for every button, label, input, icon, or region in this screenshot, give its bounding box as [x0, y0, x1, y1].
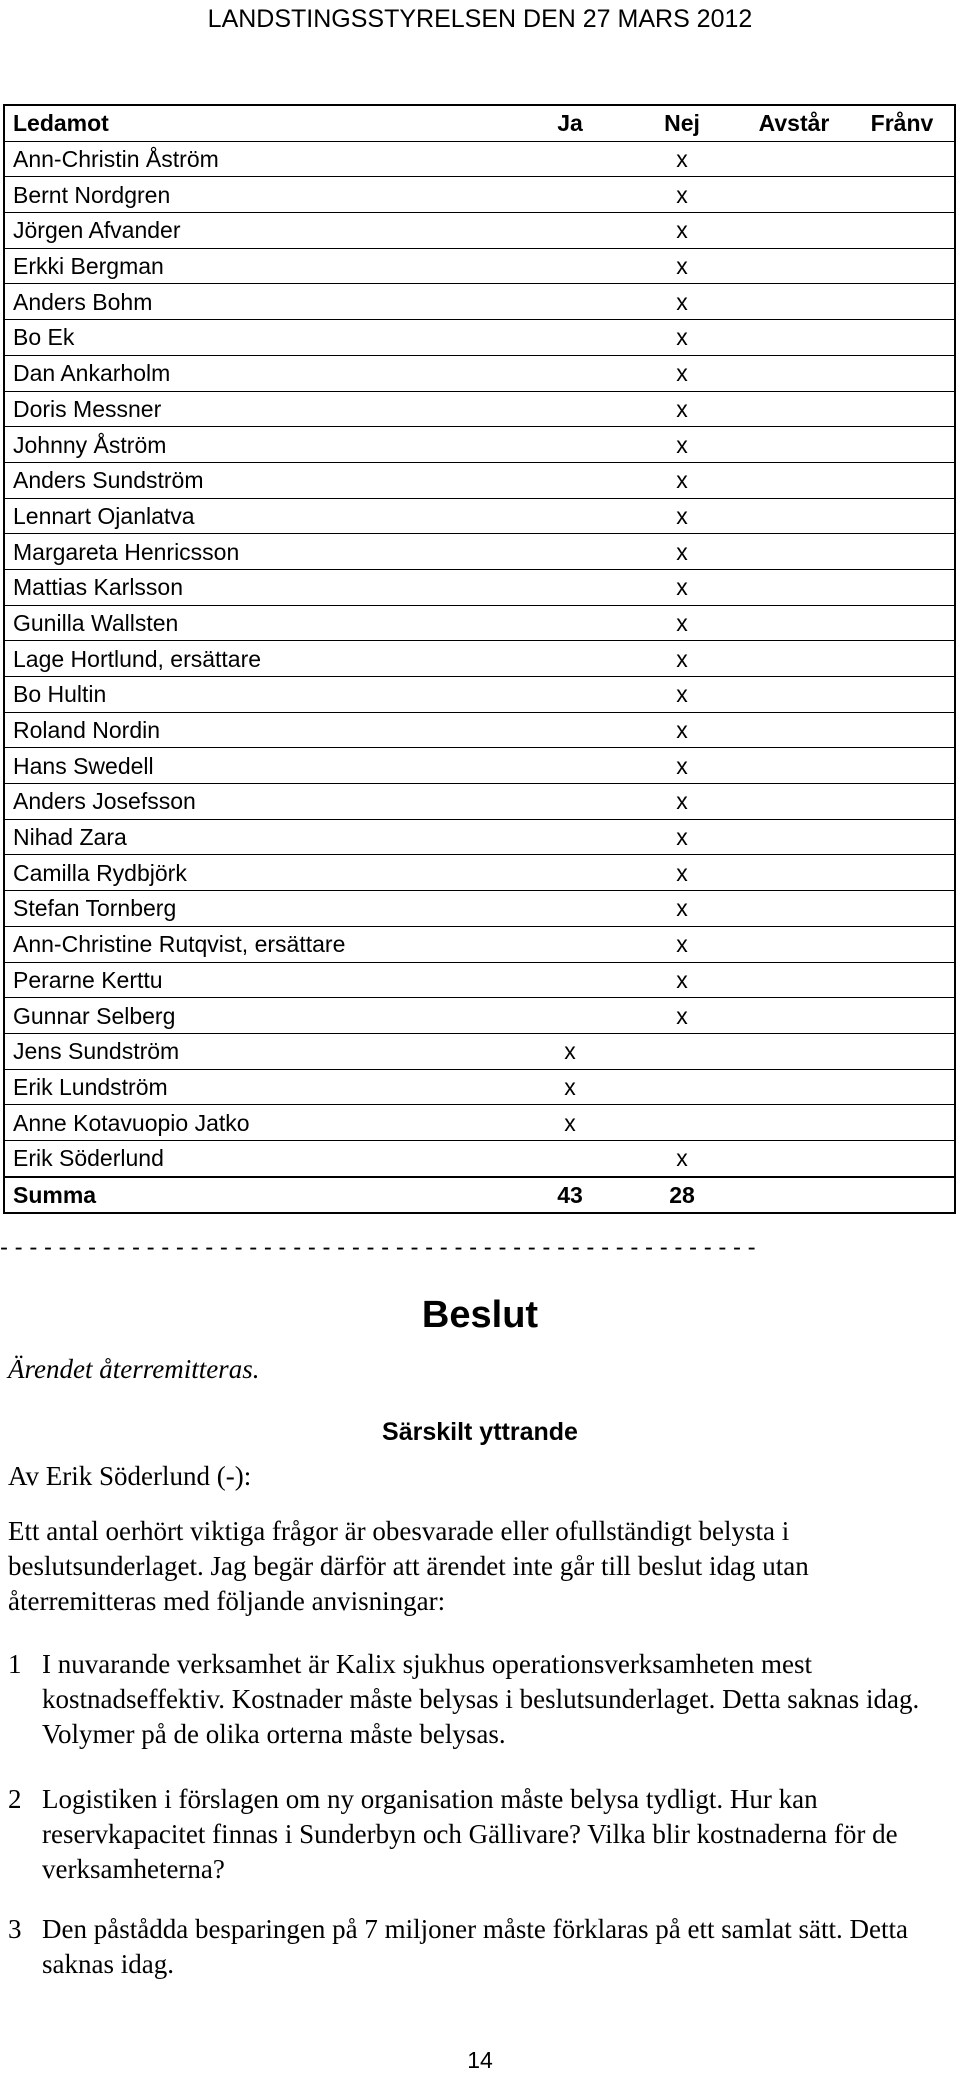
- table-row: [4, 1105, 955, 1141]
- vote-avstar: [738, 569, 850, 605]
- beslut-heading: Beslut: [421, 1294, 539, 1336]
- vote-franv: [850, 498, 955, 534]
- vote-franv: [850, 534, 955, 570]
- vote-nej: x: [626, 605, 738, 641]
- vote-nej: x: [626, 248, 738, 284]
- sum-franv: [850, 1177, 955, 1214]
- vote-avstar: [738, 998, 850, 1034]
- vote-ja: [514, 569, 626, 605]
- table-row: [4, 569, 955, 605]
- vote-ja: [514, 391, 626, 427]
- member-name: Dan Ankarholm: [4, 355, 514, 391]
- vote-franv: [850, 284, 955, 320]
- vote-rows: [4, 141, 955, 1176]
- vote-avstar: [738, 962, 850, 998]
- list-item-text: Logistiken i förslagen om ny organisation måste belysa tydligt. Hur kan reservkapacitet finnas i Sunderbyn och Gällivare? Vilka blir kostnaderna för de verksamheterna?: [42, 1784, 898, 1884]
- member-name: Roland Nordin: [4, 712, 514, 748]
- member-name: Erik Söderlund: [4, 1140, 514, 1176]
- vote-franv: [850, 926, 955, 962]
- vote-avstar: [738, 248, 850, 284]
- vote-ja: [514, 855, 626, 891]
- vote-ja: [514, 891, 626, 927]
- table-row: [4, 284, 955, 320]
- vote-nej: x: [626, 177, 738, 213]
- member-name: Hans Swedell: [4, 748, 514, 784]
- vote-avstar: [738, 712, 850, 748]
- table-row: [4, 320, 955, 356]
- vote-franv: [850, 784, 955, 820]
- table-row: [4, 534, 955, 570]
- vote-ja: [514, 605, 626, 641]
- member-name: Camilla Rydbjörk: [4, 855, 514, 891]
- vote-avstar: [738, 855, 850, 891]
- member-name: Jörgen Afvander: [4, 213, 514, 249]
- sum-ja: 43: [514, 1177, 626, 1214]
- vote-ja: [514, 998, 626, 1034]
- vote-ja: [514, 284, 626, 320]
- table-header-row: [4, 105, 955, 141]
- page-header: LANDSTINGSSTYRELSEN DEN 27 MARS 2012: [207, 5, 753, 33]
- vote-ja: [514, 819, 626, 855]
- member-name: Gunilla Wallsten: [4, 605, 514, 641]
- vote-nej: x: [626, 284, 738, 320]
- vote-nej: x: [626, 534, 738, 570]
- vote-franv: [850, 962, 955, 998]
- vote-nej: x: [626, 1140, 738, 1176]
- vote-franv: [850, 248, 955, 284]
- vote-nej: x: [626, 677, 738, 713]
- vote-nej: x: [626, 641, 738, 677]
- vote-avstar: [738, 498, 850, 534]
- member-name: Erik Lundström: [4, 1069, 514, 1105]
- sum-avstar: [738, 1177, 850, 1214]
- vote-franv: [850, 855, 955, 891]
- vote-ja: [514, 213, 626, 249]
- vote-avstar: [738, 213, 850, 249]
- vote-nej: x: [626, 819, 738, 855]
- table-row: [4, 1140, 955, 1176]
- table-row: [4, 248, 955, 284]
- vote-franv: [850, 355, 955, 391]
- vote-ja: [514, 534, 626, 570]
- intro-paragraph: Ett antal oerhört viktiga frågor är obesvarade eller ofullständigt belysta i beslutsunderlaget. Jag begär därför att ärendet inte går till beslut idag utan återremitteras med följande anvisningar:: [8, 1516, 809, 1616]
- vote-avstar: [738, 677, 850, 713]
- vote-ja: [514, 712, 626, 748]
- vote-avstar: [738, 1105, 850, 1141]
- member-name: Bo Hultin: [4, 677, 514, 713]
- vote-franv: [850, 712, 955, 748]
- vote-nej: [626, 1033, 738, 1069]
- table-row: [4, 605, 955, 641]
- vote-nej: x: [626, 569, 738, 605]
- vote-ja: [514, 926, 626, 962]
- table-row: [4, 677, 955, 713]
- page-number: 14: [467, 2047, 493, 2073]
- vote-ja: [514, 355, 626, 391]
- vote-ja: x: [514, 1069, 626, 1105]
- table-row: [4, 748, 955, 784]
- member-name: Anne Kotavuopio Jatko: [4, 1105, 514, 1141]
- member-name: Anders Sundström: [4, 462, 514, 498]
- vote-ja: [514, 784, 626, 820]
- vote-franv: [850, 391, 955, 427]
- vote-nej: x: [626, 498, 738, 534]
- vote-ja: [514, 427, 626, 463]
- table-row: [4, 712, 955, 748]
- list-item-text: I nuvarande verksamhet är Kalix sjukhus operationsverksamheten mest kostnadseffektiv. Kostnader måste belysas i beslutsunderlaget. Detta saknas idag. Volymer på de olika orterna måste belysas.: [42, 1649, 920, 1749]
- vote-ja: [514, 641, 626, 677]
- table-row: [4, 462, 955, 498]
- column-header-nej: Nej: [626, 105, 738, 141]
- vote-franv: [850, 1069, 955, 1105]
- vote-table: [3, 104, 956, 1214]
- vote-ja: [514, 677, 626, 713]
- vote-avstar: [738, 1069, 850, 1105]
- list-item-text: Den påstådda besparingen på 7 miljoner måste förklaras på ett samlat sätt. Detta saknas idag.: [42, 1914, 908, 1979]
- table-row: [4, 1069, 955, 1105]
- vote-franv: [850, 641, 955, 677]
- vote-avstar: [738, 926, 850, 962]
- vote-avstar: [738, 1033, 850, 1069]
- list-item: [8, 1912, 948, 1982]
- vote-franv: [850, 141, 955, 177]
- vote-franv: [850, 1105, 955, 1141]
- member-name: Jens Sundström: [4, 1033, 514, 1069]
- list-item-number: 1: [8, 1649, 22, 1679]
- member-name: Perarne Kerttu: [4, 962, 514, 998]
- table-row: [4, 1033, 955, 1069]
- vote-franv: [850, 891, 955, 927]
- member-name: Stefan Tornberg: [4, 891, 514, 927]
- vote-nej: x: [626, 712, 738, 748]
- member-name: Johnny Åström: [4, 427, 514, 463]
- table-row: [4, 355, 955, 391]
- vote-avstar: [738, 141, 850, 177]
- list-item-number: 2: [8, 1784, 22, 1814]
- table-row: [4, 141, 955, 177]
- member-name: Mattias Karlsson: [4, 569, 514, 605]
- table-row: [4, 819, 955, 855]
- vote-avstar: [738, 641, 850, 677]
- table-row: [4, 177, 955, 213]
- vote-avstar: [738, 462, 850, 498]
- vote-franv: [850, 177, 955, 213]
- column-header-ledamot: Ledamot: [4, 105, 514, 141]
- vote-nej: x: [626, 962, 738, 998]
- vote-ja: [514, 748, 626, 784]
- vote-franv: [850, 748, 955, 784]
- table-row: [4, 213, 955, 249]
- vote-nej: x: [626, 213, 738, 249]
- member-name: Ann-Christin Åström: [4, 141, 514, 177]
- vote-nej: x: [626, 320, 738, 356]
- vote-nej: x: [626, 462, 738, 498]
- sum-label: Summa: [4, 1177, 514, 1214]
- vote-avstar: [738, 605, 850, 641]
- vote-franv: [850, 677, 955, 713]
- vote-ja: [514, 248, 626, 284]
- vote-ja: [514, 498, 626, 534]
- member-name: Erkki Bergman: [4, 248, 514, 284]
- statement-heading: Särskilt yttrande: [382, 1418, 578, 1446]
- separator-line: - - - - - - - - - - - - - - - - - - - - - - - - - - - - - - - - - - - - - - - - - - - - - - - - - - - -: [0, 1234, 756, 1261]
- vote-avstar: [738, 177, 850, 213]
- vote-ja: [514, 1140, 626, 1176]
- vote-ja: [514, 141, 626, 177]
- sum-row: [4, 1177, 955, 1214]
- vote-franv: [850, 1033, 955, 1069]
- table-row: [4, 962, 955, 998]
- vote-franv: [850, 462, 955, 498]
- member-name: Lage Hortlund, ersättare: [4, 641, 514, 677]
- vote-nej: x: [626, 855, 738, 891]
- vote-avstar: [738, 355, 850, 391]
- member-name: Anders Josefsson: [4, 784, 514, 820]
- vote-avstar: [738, 391, 850, 427]
- vote-nej: [626, 1105, 738, 1141]
- vote-avstar: [738, 891, 850, 927]
- table-row: [4, 391, 955, 427]
- vote-avstar: [738, 1140, 850, 1176]
- vote-nej: x: [626, 998, 738, 1034]
- table-row: [4, 641, 955, 677]
- column-header-avstar: Avstår: [738, 105, 850, 141]
- vote-ja: [514, 320, 626, 356]
- vote-avstar: [738, 819, 850, 855]
- vote-franv: [850, 427, 955, 463]
- table-row: [4, 784, 955, 820]
- vote-nej: x: [626, 355, 738, 391]
- vote-avstar: [738, 748, 850, 784]
- column-header-ja: Ja: [514, 105, 626, 141]
- statement-author: Av Erik Söderlund (-):: [8, 1461, 252, 1491]
- vote-franv: [850, 605, 955, 641]
- vote-ja: x: [514, 1105, 626, 1141]
- vote-franv: [850, 1140, 955, 1176]
- list-item-number: 3: [8, 1914, 22, 1944]
- member-name: Bo Ek: [4, 320, 514, 356]
- vote-nej: x: [626, 891, 738, 927]
- vote-nej: x: [626, 427, 738, 463]
- column-header-franv: Frånv: [850, 105, 955, 141]
- vote-nej: x: [626, 141, 738, 177]
- table-row: [4, 926, 955, 962]
- vote-ja: [514, 177, 626, 213]
- vote-avstar: [738, 784, 850, 820]
- vote-avstar: [738, 534, 850, 570]
- member-name: Bernt Nordgren: [4, 177, 514, 213]
- vote-nej: x: [626, 926, 738, 962]
- vote-avstar: [738, 284, 850, 320]
- vote-ja: x: [514, 1033, 626, 1069]
- vote-nej: [626, 1069, 738, 1105]
- table-row: [4, 427, 955, 463]
- vote-franv: [850, 320, 955, 356]
- member-name: Doris Messner: [4, 391, 514, 427]
- vote-nej: x: [626, 748, 738, 784]
- member-name: Anders Bohm: [4, 284, 514, 320]
- decision-text: Ärendet återremitteras.: [8, 1354, 260, 1384]
- table-row: [4, 855, 955, 891]
- member-name: Margareta Henricsson: [4, 534, 514, 570]
- vote-ja: [514, 962, 626, 998]
- list-item: [8, 1782, 948, 1887]
- member-name: Lennart Ojanlatva: [4, 498, 514, 534]
- member-name: Gunnar Selberg: [4, 998, 514, 1034]
- vote-franv: [850, 213, 955, 249]
- member-name: Ann-Christine Rutqvist, ersättare: [4, 926, 514, 962]
- vote-franv: [850, 819, 955, 855]
- sum-nej: 28: [626, 1177, 738, 1214]
- vote-nej: x: [626, 391, 738, 427]
- table-row: [4, 891, 955, 927]
- member-name: Nihad Zara: [4, 819, 514, 855]
- vote-franv: [850, 998, 955, 1034]
- vote-franv: [850, 569, 955, 605]
- list-item: [8, 1647, 948, 1752]
- vote-nej: x: [626, 784, 738, 820]
- vote-avstar: [738, 427, 850, 463]
- vote-avstar: [738, 320, 850, 356]
- table-row: [4, 498, 955, 534]
- vote-ja: [514, 462, 626, 498]
- table-row: [4, 998, 955, 1034]
